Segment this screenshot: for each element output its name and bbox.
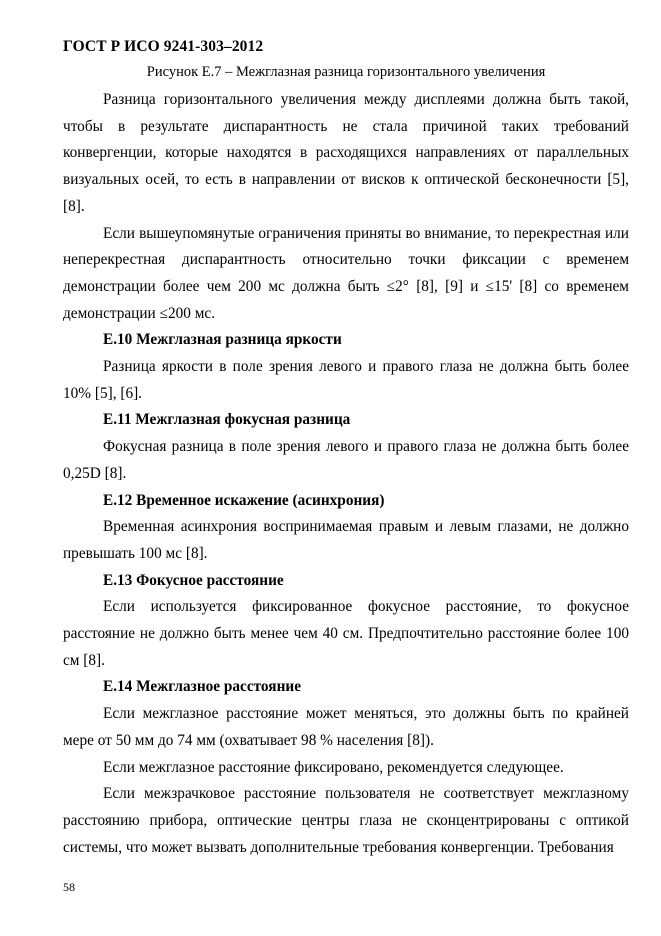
standard-designation: ГОСТ Р ИСО 9241-303–2012 [63, 38, 264, 55]
section-heading-e11: Е.11 Межглазная фокусная разница [103, 411, 351, 429]
section-heading-e12: Е.12 Временное искажение (асинхрония) [103, 491, 385, 509]
paragraph: Фокусная разница в поле зрения левого и правого глаза не должна быть более 0,25D [8]. [63, 438, 629, 482]
page-number: 58 [63, 880, 75, 894]
paragraph: Если межглазное расстояние фиксировано, рекомендуется следующее. [103, 758, 564, 776]
paragraph: Если межглазное расстояние может меняться, это должны быть по крайней мере от 50 мм до 74 мм (охватывает 98 % населения [8]). [63, 705, 629, 749]
paragraph: Временная асинхрония воспринимаемая правым и левым глазами, не должно превышать 100 мс [8]. [63, 518, 629, 562]
section-heading-e14: Е.14 Межглазное расстояние [103, 678, 301, 696]
paragraph: Если используется фиксированное фокусное расстояние, то фокусное расстояние не должно быть менее чем 40 см. Предпочтительно расстояние более 100 см [8]. [63, 598, 629, 669]
section-heading-e13: Е.13 Фокусное расстояние [103, 571, 284, 589]
figure-caption: Рисунок Е.7 – Межглазная разница горизонтального увеличения [146, 64, 546, 80]
paragraph: Разница горизонтального увеличения между дисплеями должна быть такой, чтобы в результате диспарантность не стала причиной таких требований конвергенции, которые находятся в расходящихся направлениях от параллельных визуальных осей, то есть в направлении от висков к оптической бесконечности [5], [8]. [63, 91, 629, 215]
paragraph: Разница яркости в поле зрения левого и правого глаза не должна быть более 10% [5], [6]. [63, 358, 629, 402]
paragraph: Если межзрачковое расстояние пользователя не соответствует межглазному расстоянию прибора, оптические центры глаза не сконцентрированы с оптикой системы, что может вызвать дополнительные требования конвергенции. Требования [63, 785, 629, 856]
section-heading-e10: Е.10 Межглазная разница яркости [103, 331, 342, 349]
paragraph: Если вышеупомянутые ограничения приняты во внимание, то перекрестная или неперекрестная диспарантность относительно точки фиксации с временем демонстрации более чем 200 мс должна быть ≤2° [8], [9] и ≤15' [8] со временем демонстрации ≤200 мс. [63, 224, 629, 322]
page-body [63, 87, 629, 861]
